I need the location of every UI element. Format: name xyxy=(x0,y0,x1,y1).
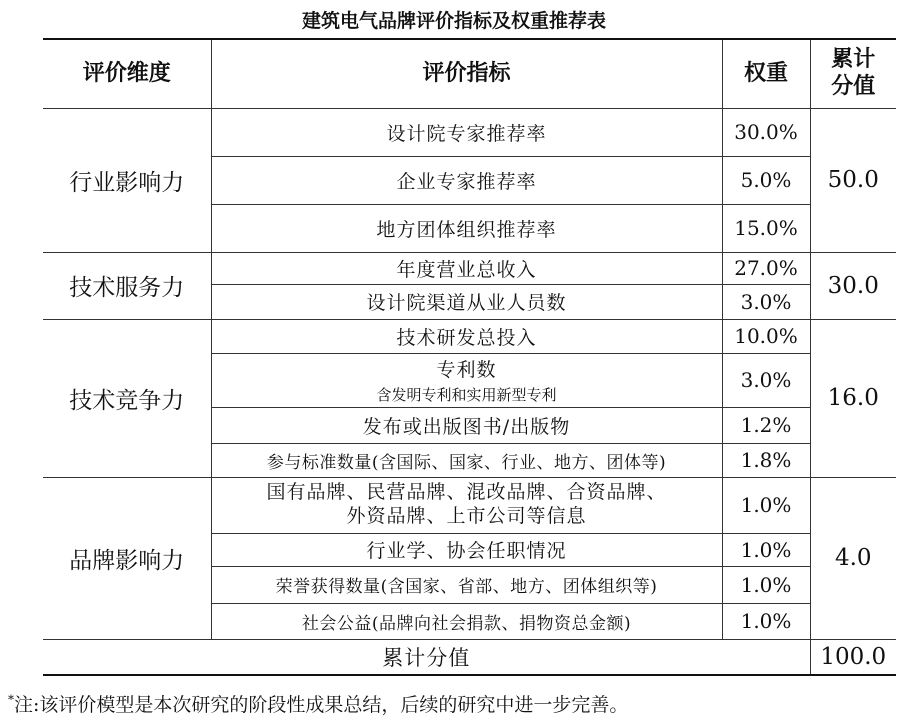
table-row xyxy=(43,108,896,156)
weight-cell: 27.0% xyxy=(722,252,810,284)
table-row xyxy=(43,319,896,353)
dimension-cell: 技术竞争力 xyxy=(43,319,211,477)
indicator-text: 国有品牌、民营品牌、混改品牌、合资品牌、 xyxy=(266,481,667,504)
cumulative-cell: 30.0 xyxy=(810,252,896,319)
dimension-cell: 技术服务力 xyxy=(43,252,211,319)
indicator-cell xyxy=(211,477,722,533)
total-row xyxy=(43,639,896,675)
weight-cell: 10.0% xyxy=(722,319,810,353)
weight-cell: 3.0% xyxy=(722,284,810,319)
indicator-cell: 技术研发总投入 xyxy=(211,319,722,353)
weight-cell: 1.2% xyxy=(722,407,810,443)
weight-cell: 1.0% xyxy=(722,533,810,566)
weight-cell: 1.0% xyxy=(722,566,810,603)
indicator-cell: 荣誉获得数量(含国家、省部、地方、团体组织等) xyxy=(211,566,722,603)
weight-cell: 5.0% xyxy=(722,156,810,204)
header-weight: 权重 xyxy=(722,39,810,108)
header-indicator: 评价指标 xyxy=(211,39,722,108)
indicator-cell: 行业学、协会任职情况 xyxy=(211,533,722,566)
indicator-text: 专利数 xyxy=(436,359,497,381)
indicator-cell: 设计院专家推荐率 xyxy=(211,108,722,156)
indicator-subtext: 含发明专利和实用新型专利 xyxy=(376,386,557,404)
total-value: 100.0 xyxy=(810,639,896,675)
indicator-text-line2: 外资品牌、上市公司等信息 xyxy=(346,505,587,527)
weight-cell: 30.0% xyxy=(722,108,810,156)
header-dimension: 评价维度 xyxy=(43,39,211,108)
weight-cell: 1.8% xyxy=(722,443,810,477)
indicator-cell: 社会公益(品牌向社会捐款、捐物资总金额) xyxy=(211,603,722,639)
cumulative-cell: 16.0 xyxy=(810,319,896,477)
header-row xyxy=(43,39,896,108)
table-title: 建筑电气品牌评价指标及权重推荐表 xyxy=(301,10,606,32)
indicator-cell: 企业专家推荐率 xyxy=(211,156,722,204)
footnote-text: 注:该评价模型是本次研究的阶段性成果总结，后续的研究中进一步完善。 xyxy=(14,694,629,716)
indicator-cell: 发布或出版图书/出版物 xyxy=(211,407,722,443)
weight-cell: 1.0% xyxy=(722,477,810,533)
indicator-cell: 年度营业总收入 xyxy=(211,252,722,284)
dimension-cell: 行业影响力 xyxy=(43,108,211,252)
cumulative-cell: 50.0 xyxy=(810,108,896,252)
weight-cell: 1.0% xyxy=(722,603,810,639)
weight-cell: 15.0% xyxy=(722,204,810,252)
indicator-cell: 参与标准数量(含国际、国家、行业、地方、团体等) xyxy=(211,443,722,477)
table-row xyxy=(43,477,896,533)
weight-cell: 3.0% xyxy=(722,353,810,407)
table-row xyxy=(43,252,896,284)
evaluation-table xyxy=(43,38,896,676)
dimension-cell: 品牌影响力 xyxy=(43,477,211,639)
indicator-cell: 地方团体组织推荐率 xyxy=(211,204,722,252)
footnote-mark: * xyxy=(8,692,14,707)
indicator-cell xyxy=(211,353,722,407)
header-cumulative: 累计分值 xyxy=(810,39,896,108)
footnote xyxy=(8,690,628,717)
cumulative-cell: 4.0 xyxy=(810,477,896,639)
indicator-cell: 设计院渠道从业人员数 xyxy=(211,284,722,319)
total-label: 累计分值 xyxy=(43,639,810,675)
